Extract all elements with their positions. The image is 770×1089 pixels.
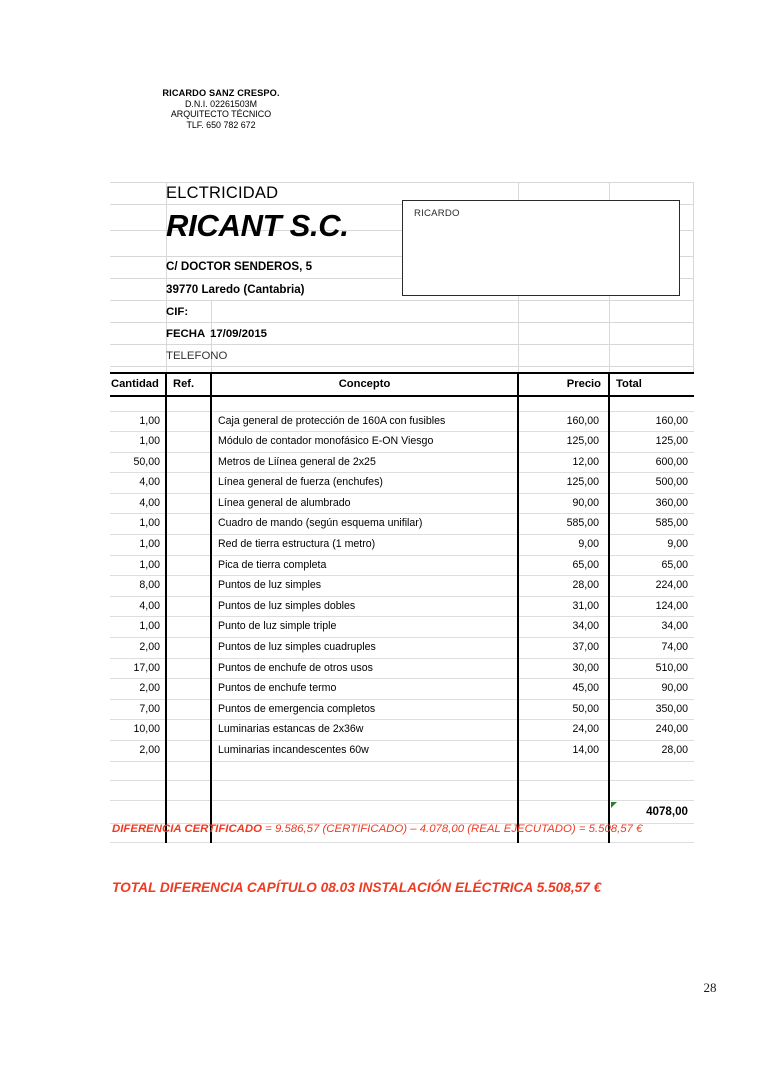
cell-ref xyxy=(166,473,211,494)
cell-total: 160,00 xyxy=(609,411,694,432)
cell-precio: 45,00 xyxy=(518,679,609,700)
table-row xyxy=(110,432,694,453)
cell-cantidad: 4,00 xyxy=(110,473,166,494)
table-cell-empty xyxy=(110,396,166,411)
letterhead-phone: TLF. 650 782 672 xyxy=(186,119,256,130)
table-row-blank xyxy=(110,761,694,781)
company-telephone-label: TELEFONO xyxy=(166,350,228,362)
cell-empty xyxy=(518,800,609,823)
cell-concepto: Metros de Liínea general de 2x25 xyxy=(211,452,518,473)
spreadsheet-region xyxy=(110,182,694,818)
letterhead xyxy=(110,88,332,130)
gridline-vertical xyxy=(693,182,694,372)
table-cell-empty xyxy=(518,396,609,411)
grand-total-value: 4078,00 xyxy=(609,800,694,823)
table-row-spacer xyxy=(110,396,694,411)
cell-precio: 24,00 xyxy=(518,720,609,741)
column-header-ref: Ref. xyxy=(166,373,211,396)
cell-ref xyxy=(166,617,211,638)
cell-cantidad: 1,00 xyxy=(110,514,166,535)
table-row xyxy=(110,617,694,638)
table-row xyxy=(110,555,694,576)
table-row xyxy=(110,535,694,556)
cell-ref xyxy=(166,411,211,432)
cell-precio: 34,00 xyxy=(518,617,609,638)
invoice-date-value: 17/09/2015 xyxy=(210,328,268,340)
cell-cantidad: 1,00 xyxy=(110,555,166,576)
table-row xyxy=(110,576,694,597)
client-info-box xyxy=(402,200,680,296)
table-cell-empty xyxy=(166,781,211,801)
table-cell-empty xyxy=(211,781,518,801)
cell-concepto: Punto de luz simple triple xyxy=(211,617,518,638)
cell-precio: 90,00 xyxy=(518,493,609,514)
company-activity: ELCTRICIDAD xyxy=(166,184,279,202)
table-cell-empty xyxy=(166,396,211,411)
cell-concepto: Línea general de fuerza (enchufes) xyxy=(211,473,518,494)
cell-concepto: Pica de tierra completa xyxy=(211,555,518,576)
cell-ref xyxy=(166,638,211,659)
table-row-blank xyxy=(110,781,694,801)
table-row xyxy=(110,638,694,659)
cell-cantidad: 1,00 xyxy=(110,432,166,453)
cell-ref xyxy=(166,493,211,514)
table-row xyxy=(110,473,694,494)
cell-ref xyxy=(166,596,211,617)
page-number: 28 xyxy=(703,980,717,995)
difference-certificate-text xyxy=(112,822,682,838)
table-head xyxy=(110,373,694,396)
grand-total-row xyxy=(110,800,694,823)
company-name: RICANT S.C. xyxy=(166,208,349,243)
table-cell-empty xyxy=(211,396,518,411)
cell-precio: 30,00 xyxy=(518,658,609,679)
table-row xyxy=(110,679,694,700)
column-header-precio: Precio xyxy=(518,373,609,396)
cell-precio: 125,00 xyxy=(518,473,609,494)
cell-ref xyxy=(166,535,211,556)
cell-total: 74,00 xyxy=(609,638,694,659)
table-cell-empty xyxy=(609,781,694,801)
cell-concepto: Luminarias estancas de 2x36w xyxy=(211,720,518,741)
difference-label: DIFERENCIA CERTIFICADO xyxy=(112,823,262,835)
letterhead-dni: D.N.I. 02261503M xyxy=(184,98,258,109)
cell-total: 65,00 xyxy=(609,555,694,576)
cell-cantidad: 10,00 xyxy=(110,720,166,741)
company-street: C/ DOCTOR SENDEROS, 5 xyxy=(166,260,313,273)
company-city: 39770 Laredo (Cantabria) xyxy=(166,283,305,296)
cell-precio: 160,00 xyxy=(518,411,609,432)
cell-concepto: Módulo de contador monofásico E-ON Viesgo xyxy=(211,432,518,453)
cell-ref xyxy=(166,514,211,535)
cell-empty xyxy=(211,800,518,823)
cell-precio: 14,00 xyxy=(518,741,609,762)
table-cell-empty xyxy=(110,781,166,801)
cell-ref xyxy=(166,679,211,700)
cell-ref xyxy=(166,720,211,741)
cell-concepto: Luminarias incandescentes 60w xyxy=(211,741,518,762)
table-row xyxy=(110,596,694,617)
table-row xyxy=(110,493,694,514)
table-cell-empty xyxy=(518,761,609,781)
company-cif-label: CIF: xyxy=(166,306,189,318)
cell-total: 90,00 xyxy=(609,679,694,700)
table-cell-empty xyxy=(166,761,211,781)
line-items-table xyxy=(110,372,694,843)
cell-concepto: Red de tierra estructura (1 metro) xyxy=(211,535,518,556)
cell-cantidad: 1,00 xyxy=(110,411,166,432)
table-row xyxy=(110,452,694,473)
column-header-cantidad: Cantidad xyxy=(110,373,166,396)
cell-ref xyxy=(166,699,211,720)
table-cell-empty xyxy=(609,396,694,411)
error-indicator-icon xyxy=(611,802,617,808)
cell-empty xyxy=(166,800,211,823)
table-row xyxy=(110,514,694,535)
cell-cantidad: 1,00 xyxy=(110,535,166,556)
cell-total: 350,00 xyxy=(609,699,694,720)
difference-value: = 9.586,57 (CERTIFICADO) – 4.078,00 (REAL EJECUTADO) = 5.508,57 € xyxy=(261,823,643,835)
cell-concepto: Puntos de emergencia completos xyxy=(211,699,518,720)
cell-precio: 9,00 xyxy=(518,535,609,556)
cell-cantidad: 2,00 xyxy=(110,638,166,659)
cell-cantidad: 4,00 xyxy=(110,596,166,617)
cell-precio: 37,00 xyxy=(518,638,609,659)
table-row xyxy=(110,411,694,432)
cell-total: 124,00 xyxy=(609,596,694,617)
cell-ref xyxy=(166,741,211,762)
table-cell-empty xyxy=(518,781,609,801)
gridline-horizontal xyxy=(110,300,694,301)
cell-total: 224,00 xyxy=(609,576,694,597)
cell-total: 125,00 xyxy=(609,432,694,453)
invoice-date-row xyxy=(166,328,268,340)
cell-total: 34,00 xyxy=(609,617,694,638)
gridline-horizontal xyxy=(110,322,694,323)
cell-ref xyxy=(166,658,211,679)
cell-concepto: Puntos de luz simples cuadruples xyxy=(211,638,518,659)
table-cell-empty xyxy=(110,761,166,781)
cell-cantidad: 2,00 xyxy=(110,679,166,700)
cell-ref xyxy=(166,432,211,453)
gridline-horizontal xyxy=(110,366,694,367)
table-row xyxy=(110,699,694,720)
cell-concepto: Cuadro de mando (según esquema unifilar) xyxy=(211,514,518,535)
table-row xyxy=(110,741,694,762)
cell-empty xyxy=(110,800,166,823)
cell-precio: 12,00 xyxy=(518,452,609,473)
table-cell-empty xyxy=(211,761,518,781)
gridline-horizontal xyxy=(110,182,694,183)
cell-total: 600,00 xyxy=(609,452,694,473)
cell-total: 585,00 xyxy=(609,514,694,535)
column-header-total: Total xyxy=(609,373,694,396)
cell-ref xyxy=(166,452,211,473)
cell-total: 9,00 xyxy=(609,535,694,556)
cell-total: 240,00 xyxy=(609,720,694,741)
invoice-date-label: FECHA xyxy=(166,328,206,340)
letterhead-role: ARQUITECTO TÉCNICO xyxy=(170,109,272,120)
cell-precio: 50,00 xyxy=(518,699,609,720)
client-name: RICARDO xyxy=(414,208,460,219)
table-header-row xyxy=(110,373,694,396)
cell-concepto: Línea general de alumbrado xyxy=(211,493,518,514)
cell-concepto: Puntos de enchufe termo xyxy=(211,679,518,700)
cell-ref xyxy=(166,555,211,576)
cell-cantidad: 2,00 xyxy=(110,741,166,762)
cell-total: 360,00 xyxy=(609,493,694,514)
table-row xyxy=(110,658,694,679)
cell-cantidad: 8,00 xyxy=(110,576,166,597)
column-header-concepto: Concepto xyxy=(211,373,518,396)
cell-total: 500,00 xyxy=(609,473,694,494)
cell-concepto: Caja general de protección de 160A con fusibles xyxy=(211,411,518,432)
table-row xyxy=(110,720,694,741)
cell-cantidad: 4,00 xyxy=(110,493,166,514)
cell-precio: 125,00 xyxy=(518,432,609,453)
cell-cantidad: 7,00 xyxy=(110,699,166,720)
table-cell-empty xyxy=(609,761,694,781)
cell-concepto: Puntos de luz simples dobles xyxy=(211,596,518,617)
cell-ref xyxy=(166,576,211,597)
cell-total: 28,00 xyxy=(609,741,694,762)
cell-cantidad: 50,00 xyxy=(110,452,166,473)
cell-precio: 585,00 xyxy=(518,514,609,535)
cell-total: 510,00 xyxy=(609,658,694,679)
cell-cantidad: 17,00 xyxy=(110,658,166,679)
cell-concepto: Puntos de enchufe de otros usos xyxy=(211,658,518,679)
gridline-horizontal xyxy=(110,344,694,345)
letterhead-name: RICARDO SANZ CRESPO. xyxy=(162,88,280,98)
cell-precio: 28,00 xyxy=(518,576,609,597)
cell-precio: 65,00 xyxy=(518,555,609,576)
cell-precio: 31,00 xyxy=(518,596,609,617)
cell-cantidad: 1,00 xyxy=(110,617,166,638)
table-body xyxy=(110,396,694,843)
chapter-total-difference: TOTAL DIFERENCIA CAPÍTULO 08.03 INSTALACIÓN ELÉCTRICA 5.508,57 € xyxy=(112,880,602,895)
cell-concepto: Puntos de luz simples xyxy=(211,576,518,597)
